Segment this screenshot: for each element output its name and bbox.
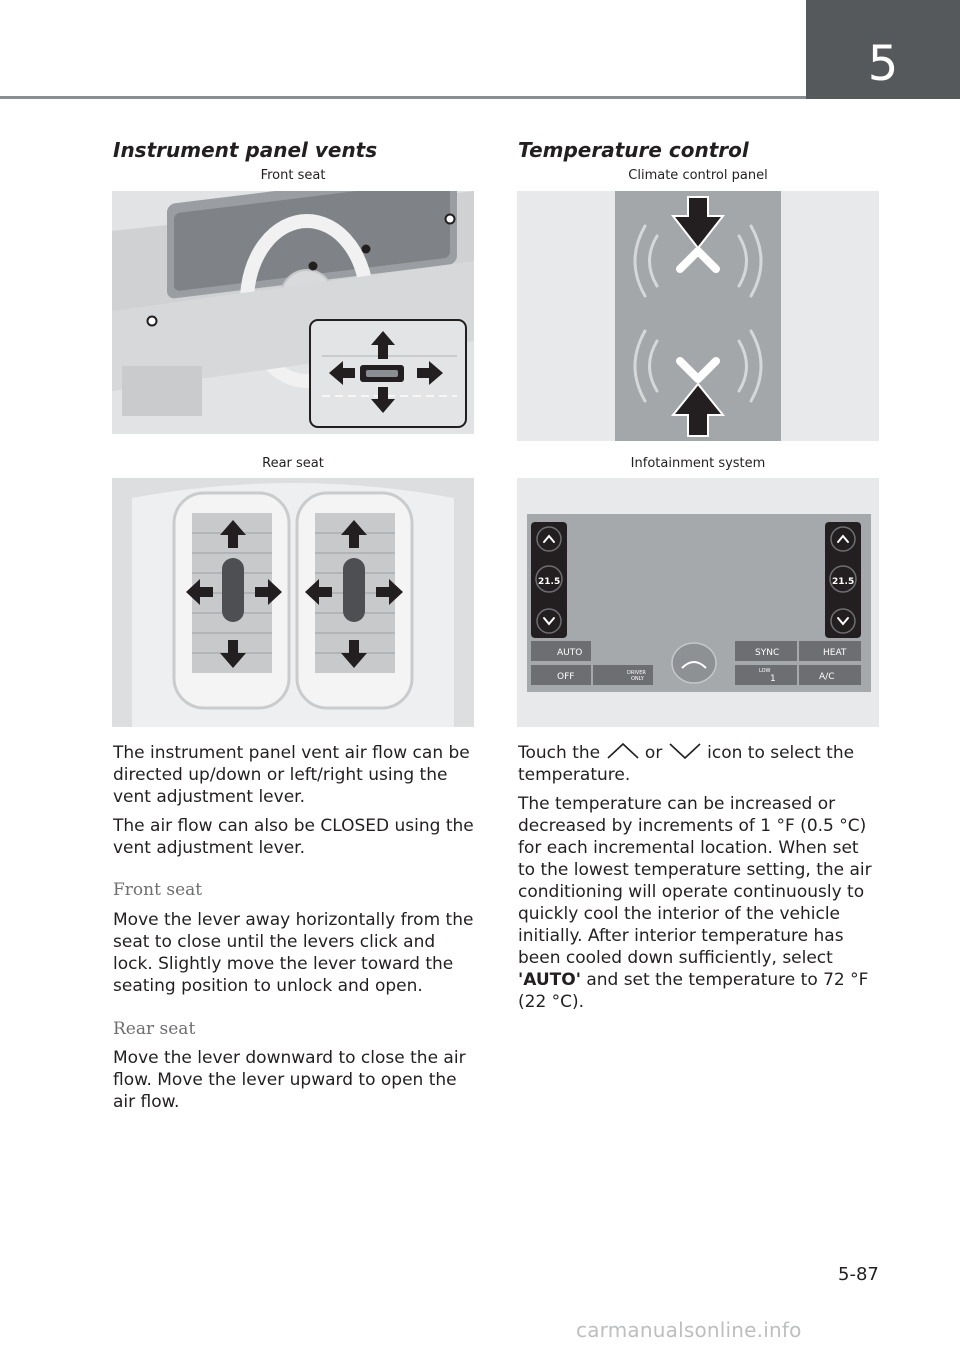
auto-button-label[interactable]: AUTO [557, 648, 583, 658]
driver-only-label-2[interactable]: ONLY [631, 676, 644, 682]
figure-caption-climate-panel: Climate control panel [628, 168, 768, 183]
temp-right-value[interactable]: 21.5 [832, 577, 855, 587]
touch-or-text: or [644, 743, 663, 763]
climate-panel-illustration [517, 191, 879, 441]
vents-paragraph-1: The instrument panel vent air flow can be directed up/down or left/right using the vent adjustment lever. [113, 743, 470, 807]
figure-caption-front-seat: Front seat [260, 168, 326, 183]
temperature-paragraph [518, 793, 880, 1013]
section-title-temperature: Temperature control [518, 138, 749, 162]
driver-only-label-1[interactable]: DRIVER [627, 670, 646, 676]
header-rule [0, 96, 806, 99]
auto-keyword: 'AUTO' [518, 970, 581, 990]
page-number: 5-87 [838, 1264, 879, 1285]
figure-caption-rear-seat: Rear seat [262, 456, 324, 471]
sync-button-label[interactable]: SYNC [755, 648, 780, 658]
watermark: carmanualsonline.info [576, 1318, 802, 1342]
off-button-label[interactable]: OFF [557, 672, 575, 682]
front-vent-illustration [112, 191, 474, 434]
heat-button-label[interactable]: HEAT [823, 648, 847, 658]
subhead-rear-seat: Rear seat [113, 1019, 196, 1039]
section-title-vents: Instrument panel vents [113, 138, 378, 162]
infotainment-illustration [517, 478, 879, 727]
temperature-paragraph-text: The temperature can be increased or decreased by increments of 1 °F (0.5 °C) for each incremental location. When set to the lowest temperature setting, the air conditioning will operate continuously to quickly cool the interior of the vehicle initially. After interior temperature has been cooled down sufficiently, select [518, 794, 872, 968]
touch-post-text: icon to select the temperature. [518, 743, 855, 785]
chevron-up-icon [606, 742, 640, 760]
front-seat-paragraph: Move the lever away horizontally from the seat to close until the levers click and lock. Slightly move the lever toward the seating position to unlock and open. [113, 910, 474, 996]
touch-pre-text: Touch the [518, 743, 601, 763]
vents-paragraph-2: The air flow can also be CLOSED using the vent adjustment lever. [113, 816, 474, 858]
subhead-front-seat: Front seat [113, 880, 203, 900]
chapter-number: 5 [867, 36, 899, 92]
temperature-paragraph-end: and set the temperature to 72 °F (22 °C). [518, 970, 869, 1012]
fan-low-label[interactable]: LOW [759, 668, 771, 674]
chevron-down-icon [668, 742, 702, 760]
touch-instruction [518, 742, 880, 786]
chapter-tab [806, 0, 960, 99]
figure-caption-infotainment: Infotainment system [630, 456, 766, 471]
rear-vent-illustration [112, 478, 474, 727]
temp-left-value[interactable]: 21.5 [538, 577, 561, 587]
fan-level-value[interactable]: 1 [770, 674, 776, 684]
ac-button-label[interactable]: A/C [819, 672, 835, 682]
rear-seat-paragraph: Move the lever downward to close the air flow. Move the lever upward to open the air flow. [113, 1048, 466, 1112]
